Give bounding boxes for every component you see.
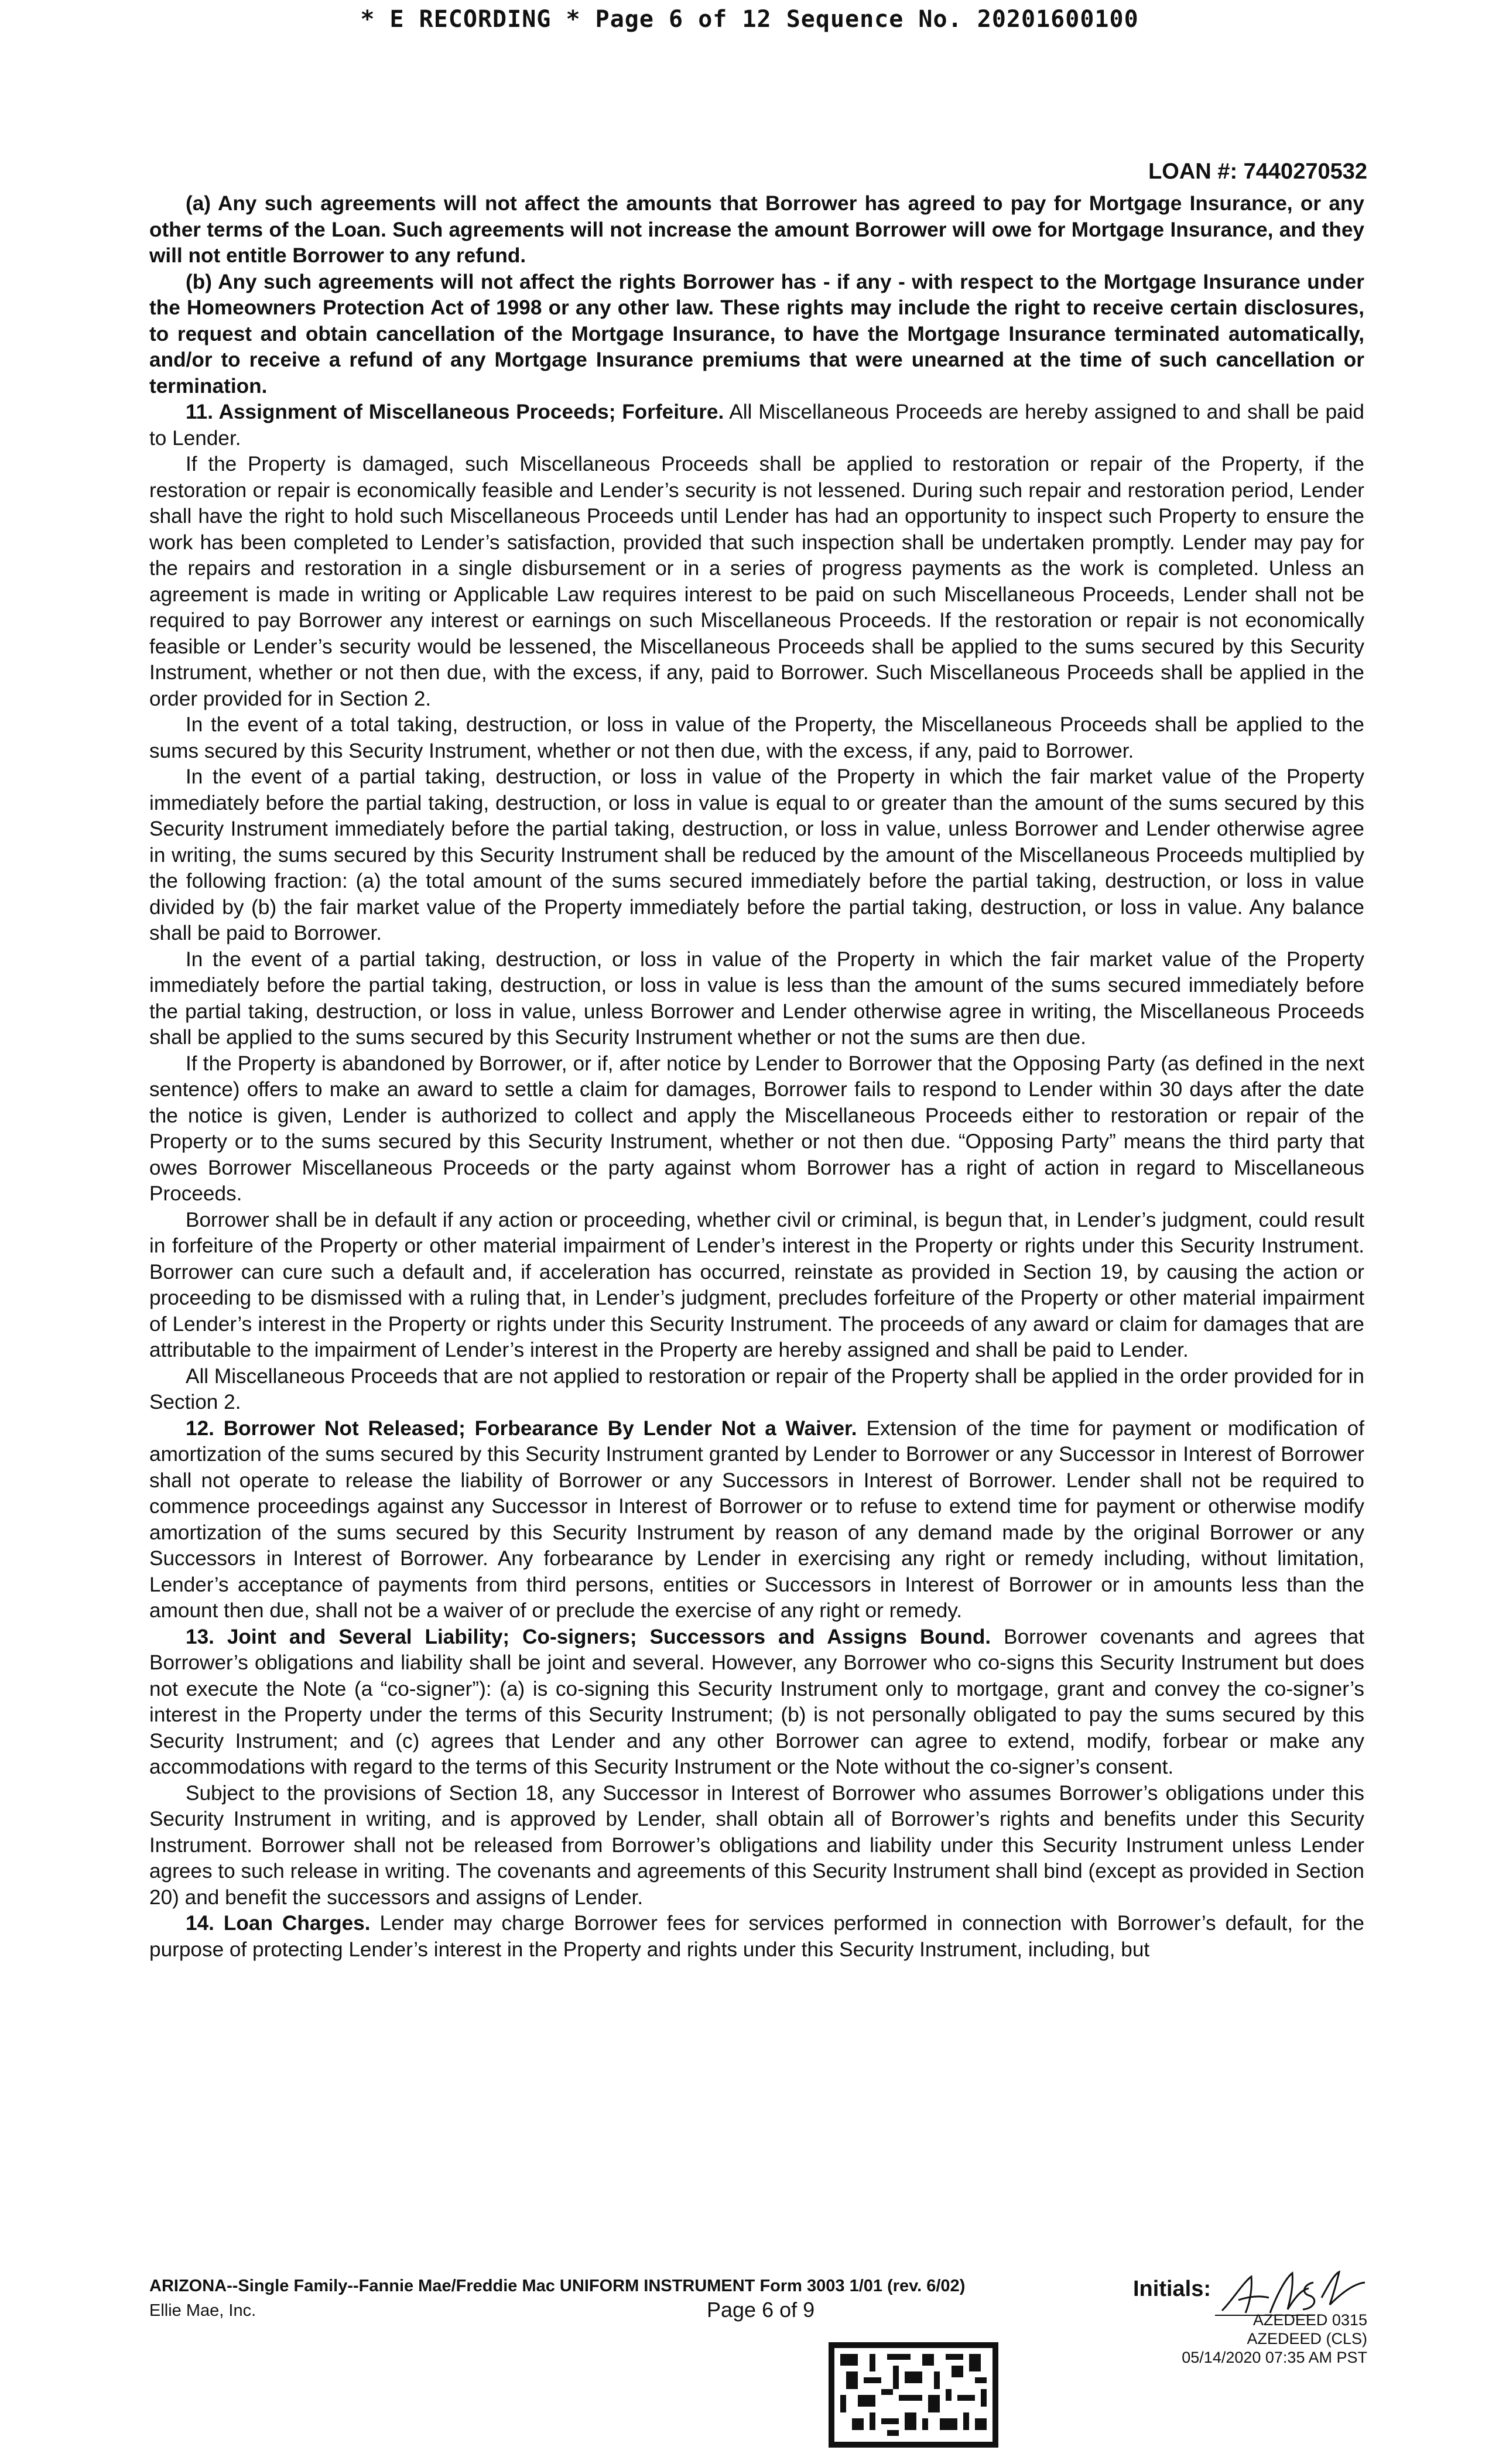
section-13	[149, 1624, 1364, 1781]
paragraph-a: (a) Any such agreements will not affect the amounts that Borrower has agreed to pay for Mortgage Insurance, or any other terms of the Loan. Such agreements will not increase the amount Borrower will owe for Mortgage Insurance, and they will not entitle Borrower to any refund.	[149, 192, 1364, 267]
section-13-text: Borrower covenants and agrees that Borrower’s obligations and liability shall be joint and several. However, any Borrower who co-signs this Security Instrument but does not execute the Note (a “co-signer”): (a) is co-signing this Security Instrument only to mortgage, grant and convey the co-signer’s interest in the Property under the terms of this Security Instrument; (b) is not personally obligated to pay the sums secured by this Security Instrument; and (c) agrees that Lender and any other Borrower can agree to extend, modify, forbear or make any accommodations with regard to the terms of this Security Instrument or the Note without the co-signer’s consent.	[149, 1625, 1364, 1778]
recording-header: * E RECORDING * Page 6 of 12 Sequence No. 20201600100	[360, 6, 1139, 33]
section-13-heading: 13. Joint and Several Liability; Co-signers; Successors and Assigns Bound.	[186, 1625, 991, 1648]
paragraph-partial-taking-less: In the event of a partial taking, destruction, or loss in value of the Property in which the fair market value of the Property immediately before the partial taking, destruction, or loss in value is less than the amount of the sums secured immediately before the partial taking, destruction, or loss in value, unless Borrower and Lender otherwise agree in writing, the Miscellaneous Proceeds shall be applied to the sums secured by this Security Instrument whether or not the sums are then due.	[149, 947, 1364, 1049]
page-footer	[149, 2277, 1367, 2458]
paragraph-abandoned: If the Property is abandoned by Borrower, or if, after notice by Lender to Borrower that the Opposing Party (as defined in the next sentence) offers to make an award to settle a claim for damages, Borrower fails to respond to Lender within 30 days after the date the notice is given, Lender is authorized to collect and apply the Miscellaneous Proceeds either to restoration or repair of the Property or to the sums secured by this Security Instrument, whether or not then due. “Opposing Party” means the third party that owes Borrower Miscellaneous Proceeds or the party against whom Borrower has a right of action in regard to Miscellaneous Proceeds.	[149, 1052, 1364, 1205]
paragraph-partial-taking-greater: In the event of a partial taking, destruction, or loss in value of the Property in which the fair market value of the Property immediately before the partial taking, destruction, or loss in value is equal to or greater than the amount of the sums secured by this Security Instrument immediately before the partial taking, destruction, or loss in value, unless Borrower and Lender otherwise agree in writing, the sums secured by this Security Instrument shall be reduced by the amount of the Miscellaneous Proceeds multiplied by the following fraction: (a) the total amount of the sums secured immediately before the partial taking, destruction, or loss in value divided by (b) the fair market value of the Property immediately before the partial taking, destruction, or loss in value. Any balance shall be paid to Borrower.	[149, 765, 1364, 944]
loan-number	[1148, 159, 1367, 184]
vendor-name: Ellie Mae, Inc.	[149, 2301, 256, 2320]
section-12-text: Extension of the time for payment or modification of amortization of the sums secured by this Security Instrument granted by Lender to Borrower or any Successor in Interest of Borrower shall not operate to release the liability of Borrower or any Successors in Interest of Borrower. Lender shall not be required to commence proceedings against any Successor in Interest of Borrower or to refuse to extend time for payment or otherwise modify amortization of the sums secured by this Security Instrument by reason of any demand made by the original Borrower or any Successors in Interest of Borrower. Any forbearance by Lender in exercising any right or remedy including, without limitation, Lender’s acceptance of payments from third persons, entities or Successors in Interest of Borrower or in amounts less than the amount then due, shall not be a waiver of or preclude the exercise of any right or remedy.	[149, 1416, 1365, 1622]
stamp-line-1: AZEDEED 0315	[1252, 2311, 1367, 2329]
paragraph-total-taking: In the event of a total taking, destruction, or loss in value of the Property, the Miscellaneous Proceeds shall be applied to the sums secured by this Security Instrument, whether or not then due, with the excess, if any, paid to Borrower.	[149, 713, 1364, 762]
loan-value: 7440270532	[1243, 159, 1367, 184]
recording-stamp	[1182, 2311, 1367, 2367]
stamp-line-2: AZEDEED (CLS)	[1247, 2330, 1367, 2347]
section-12-heading: 12. Borrower Not Released; Forbearance By Lender Not a Waiver.	[186, 1416, 857, 1440]
initials-label: Initials:	[1133, 2277, 1211, 2301]
section-12	[149, 1416, 1364, 1624]
section-11-heading: 11. Assignment of Miscellaneous Proceeds; Forfeiture.	[186, 401, 724, 423]
paragraph-successors: Subject to the provisions of Section 18, any Successor in Interest of Borrower who assumes Borrower’s obligations under this Security Instrument in writing, and is approved by Lender, shall obtain all of Borrower’s rights and benefits under this Security Instrument. Borrower shall not be released from Borrower’s obligations and liability under this Security Instrument unless Lender agrees to such release in writing. The covenants and agreements of this Security Instrument shall bind (except as provided in Section 20) and benefit the successors and assigns of Lender.	[149, 1781, 1364, 1909]
stamp-line-3: 05/14/2020 07:35 AM PST	[1182, 2349, 1367, 2366]
page-number: Page 6 of 9	[707, 2298, 815, 2322]
loan-label: LOAN #:	[1148, 159, 1238, 184]
paragraph-b: (b) Any such agreements will not affect the rights Borrower has - if any - with respect to the Mortgage Insurance under the Homeowners Protection Act of 1998 or any other law. These rights may include the right to receive certain disclosures, to request and obtain cancellation of the Mortgage Insurance, to have the Mortgage Insurance terminated automatically, and/or to receive a refund of any Mortgage Insurance premiums that were unearned at the time of such cancellation or termination.	[149, 270, 1364, 398]
paragraph-default: Borrower shall be in default if any action or proceeding, whether civil or criminal, is begun that, in Lender’s judgment, could result in forfeiture of the Property or other material impairment of Lender’s interest in the Property or rights under this Security Instrument. Borrower can cure such a default and, if acceleration has occurred, reinstate as provided in Section 19, by causing the action or proceeding to be dismissed with a ruling that, in Lender’s judgment, precludes forfeiture of the Property or other material impairment of Lender’s interest in the Property or rights under this Security Instrument. The proceeds of any award or claim for damages that are attributable to the impairment of Lender’s interest in the Property are hereby assigned and shall be paid to Lender.	[149, 1208, 1364, 1361]
document-body	[149, 191, 1364, 1963]
paragraph-unapplied-proceeds: All Miscellaneous Proceeds that are not applied to restoration or repair of the Property shall be applied in the order provided for in Section 2.	[149, 1364, 1364, 1414]
section-14-text: Lender may charge Borrower fees for services performed in connection with Borrower’s default, for the purpose of protecting Lender’s interest in the Property and rights under this Security Instrument, including, but	[149, 1912, 1364, 1961]
section-14-heading: 14. Loan Charges.	[186, 1912, 371, 1935]
section-11-text: All Miscellaneous Proceeds are hereby assigned to and shall be paid to Lender.	[149, 401, 1364, 450]
form-identifier: ARIZONA--Single Family--Fannie Mae/Freddie Mac UNIFORM INSTRUMENT Form 3003 1/01 (rev. 6/02)	[149, 2277, 966, 2295]
section-14	[149, 1911, 1364, 1963]
barcode-icon	[829, 2342, 998, 2448]
section-11	[149, 399, 1364, 451]
paragraph-damage: If the Property is damaged, such Miscellaneous Proceeds shall be applied to restoration or repair of the Property, if the restoration or repair is economically feasible and Lender’s security is not lessened. During such repair and restoration period, Lender shall have the right to hold such Miscellaneous Proceeds until Lender has had an opportunity to inspect such Property to ensure the work has been completed to Lender’s satisfaction, provided that such inspection shall be undertaken promptly. Lender may pay for the repairs and restoration in a single disbursement or in a series of progress payments as the work is completed. Unless an agreement is made in writing or Applicable Law requires interest to be paid on such Miscellaneous Proceeds, Lender shall not be required to pay Borrower any interest or earnings on such Miscellaneous Proceeds. If the restoration or repair is not economically feasible or Lender’s security would be lessened, the Miscellaneous Proceeds shall be applied to the sums secured by this Security Instrument, whether or not then due, with the excess, if any, paid to Borrower. Such Miscellaneous Proceeds shall be applied in the order provided for in Section 2.	[149, 453, 1364, 710]
